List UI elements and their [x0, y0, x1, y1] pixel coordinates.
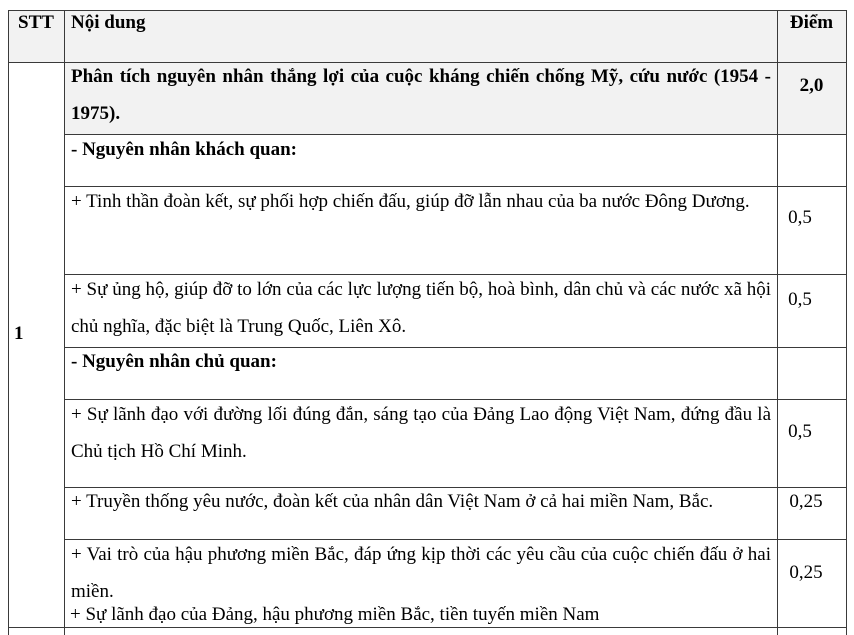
list-item: + Truyền thống yêu nước, đoàn kết của nhân dân Việt Nam ở cả hai miền Nam, Bắc.: [71, 491, 714, 512]
item-score: 0,5: [788, 421, 812, 442]
item-score: 0,25: [789, 491, 823, 512]
next-row-partial: [70, 604, 776, 635]
item-score: 0,5: [788, 289, 812, 310]
group-heading-subjective: - Nguyên nhân chủ quan:: [71, 351, 277, 372]
grid-line: [8, 10, 9, 635]
grid-line: [846, 10, 847, 635]
group-heading-objective: - Nguyên nhân khách quan:: [71, 139, 297, 160]
header-content: Nội dung: [71, 12, 146, 33]
section-title-score: 2,0: [799, 75, 824, 96]
list-item: + Tinh thần đoàn kết, sự phối hợp chiến đấu, giúp đỡ lẫn nhau của ba nước Đông Dương.: [71, 191, 750, 212]
stt-number: 1: [14, 323, 24, 344]
list-item: + Vai trò của hậu phương miền Bắc, đáp ứng kịp thời các yêu cầu của cuộc chiến đấu ở hai miền.: [71, 544, 771, 602]
grid-line: [64, 10, 65, 635]
item-score: 0,5: [788, 207, 812, 228]
list-item: + Sự ủng hộ, giúp đỡ to lớn của các lực lượng tiến bộ, hoà bình, dân chủ và các nước xã hội chủ nghĩa, đặc biệt là Trung Quốc, Liên Xô.: [71, 279, 771, 337]
item-score: 0,25: [789, 562, 823, 583]
header-score: Điểm: [789, 12, 834, 33]
header-stt: STT: [18, 12, 54, 33]
next-row-partial-text: + Sự lãnh đạo của Đảng, hậu phương miền Bắc, tiền tuyến miền Nam: [70, 604, 600, 625]
section-title: Phân tích nguyên nhân thắng lợi của cuộc kháng chiến chống Mỹ, cứu nước (1954 - 1975).: [71, 66, 771, 124]
list-item: + Sự lãnh đạo với đường lối đúng đắn, sáng tạo của Đảng Lao động Việt Nam, đứng đầu là Chủ tịch Hồ Chí Minh.: [71, 404, 771, 462]
